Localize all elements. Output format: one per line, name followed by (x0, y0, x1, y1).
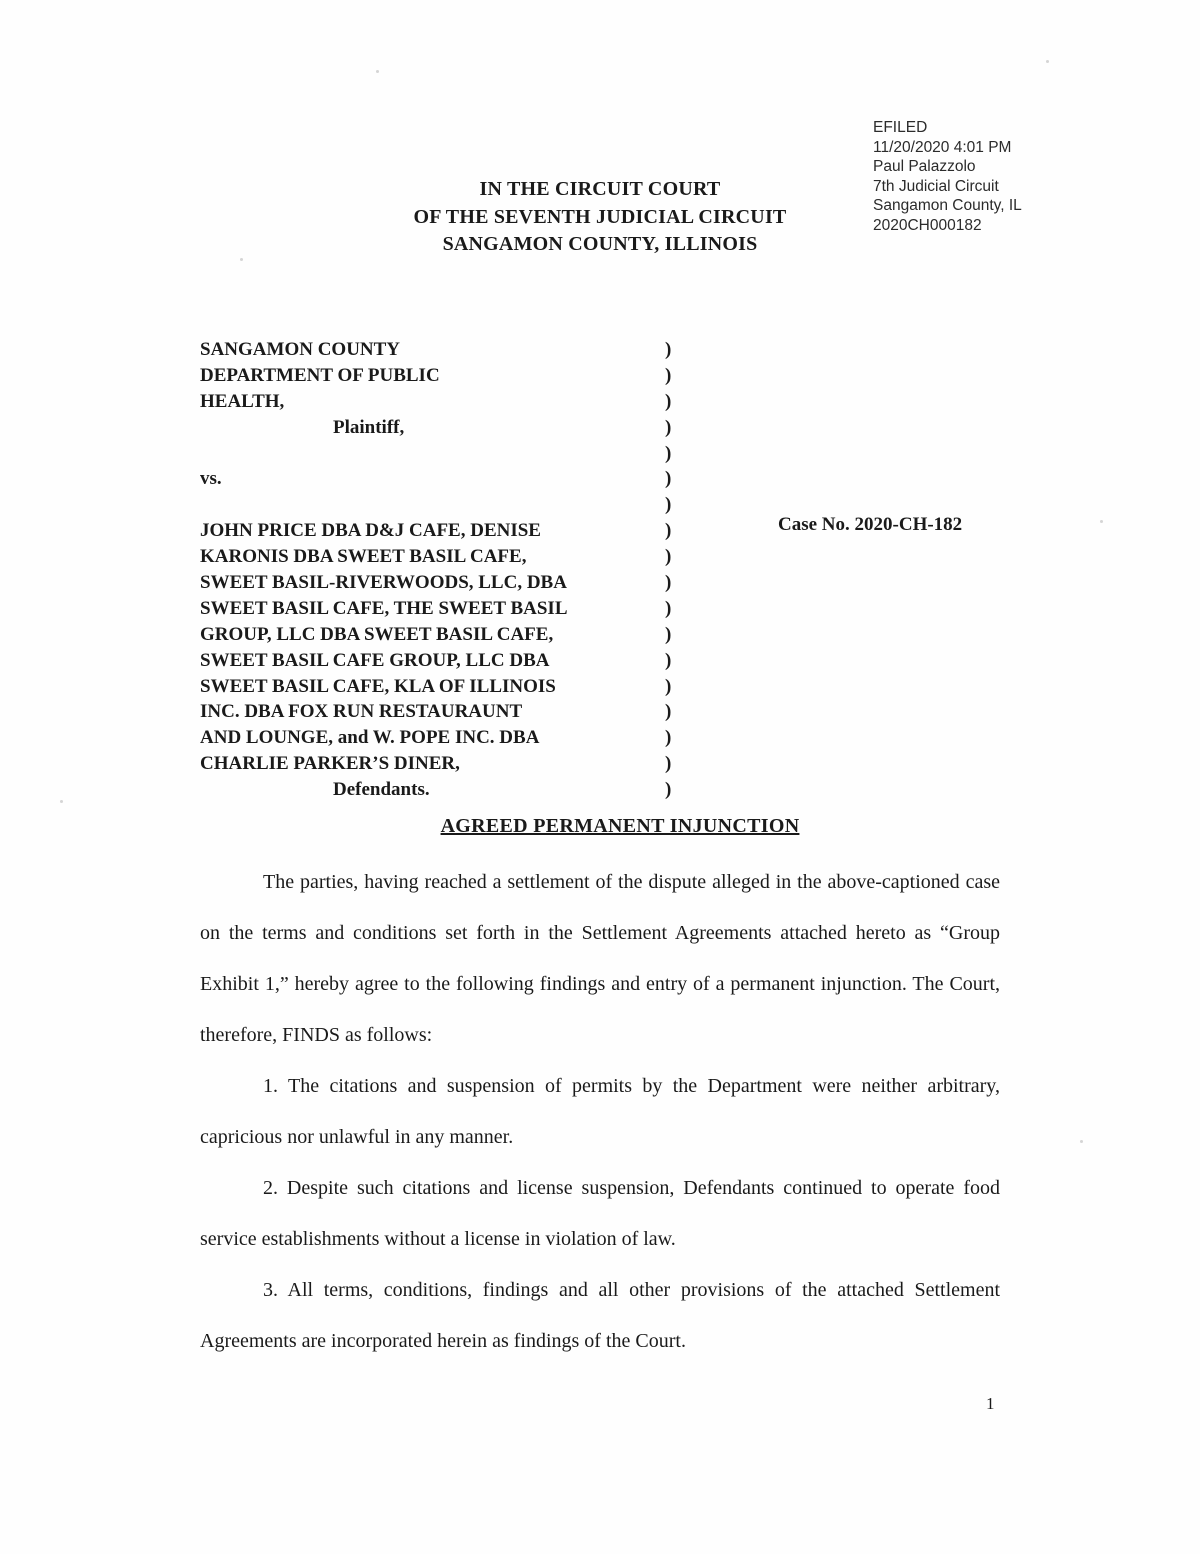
caption-row (200, 389, 720, 415)
caption-paren: ) (665, 727, 672, 749)
defendant-name-line: INC. DBA FOX RUN RESTAURAUNT (200, 701, 523, 723)
caption-row (200, 441, 720, 467)
defendant-name-line: AND LOUNGE, and W. POPE INC. DBA (200, 727, 540, 749)
paragraph-finding-1: 1. The citations and suspension of permits by the Department were neither arbitrary, capricious nor unlawful in any manner. (200, 1075, 1000, 1148)
efiled-line: EFILED (873, 119, 928, 136)
caption-row (200, 415, 720, 441)
paragraph-finding-2: 2. Despite such citations and license suspension, Defendants continued to operate food service establishments without a license in violation of law. (200, 1177, 1000, 1250)
caption-paren: ) (665, 364, 672, 386)
court-heading-line: OF THE SEVENTH JUDICIAL CIRCUIT (413, 205, 787, 228)
caption-row (200, 466, 720, 492)
plaintiff-name-line: SANGAMON COUNTY (200, 339, 401, 360)
paragraph-intro: The parties, having reached a settlement of the dispute alleged in the above-captioned case on the terms and conditions set forth in the Settlement Agreements attached hereto as “Group Exhibit 1,” hereby agree to the following findings and entry of a permanent injunction. The Court, therefore, FINDS as follows: (200, 871, 1000, 1046)
caption-paren: ) (665, 701, 672, 723)
caption-row (200, 699, 720, 725)
scan-speckle (1100, 520, 1103, 523)
document-title: AGREED PERMANENT INJUNCTION (440, 815, 800, 837)
defendant-name-line: KARONIS DBA SWEET BASIL CAFE, (200, 546, 527, 568)
caption-spacer (200, 441, 665, 467)
scan-speckle (1080, 1140, 1083, 1143)
caption-paren: ) (665, 597, 672, 619)
paragraph-finding-3: 3. All terms, conditions, findings and all other provisions of the attached Settlement Agreements are incorporated herein as findings of the Court. (200, 1279, 1000, 1352)
plaintiff-name-line: DEPARTMENT OF PUBLIC (200, 364, 440, 386)
defendant-name-line: CHARLIE PARKER’S DINER, (200, 753, 460, 775)
caption-paren: ) (665, 520, 672, 542)
caption-row (200, 518, 720, 544)
scan-speckle (1046, 60, 1049, 63)
defendant-name-line: SWEET BASIL CAFE, KLA OF ILLINOIS (200, 675, 556, 697)
caption-paren: ) (665, 442, 672, 464)
caption-paren: ) (665, 649, 672, 671)
caption-paren: ) (665, 494, 672, 516)
versus-label: vs. (200, 468, 222, 490)
defendant-name-line: GROUP, LLC DBA SWEET BASIL CAFE, (200, 623, 554, 645)
scan-speckle (240, 258, 243, 261)
efiled-line: 11/20/2020 4:01 PM (873, 138, 1012, 156)
defendant-name-line: SWEET BASIL-RIVERWOODS, LLC, DBA (200, 572, 567, 594)
case-number: Case No. 2020-CH-182 (778, 514, 963, 535)
plaintiff-label: Plaintiff, (333, 416, 405, 438)
caption-row (200, 596, 720, 622)
caption-spacer (200, 492, 665, 518)
document-title-row (0, 815, 1200, 838)
caption-row (200, 674, 720, 700)
scan-speckle (60, 800, 63, 803)
caption-paren: ) (665, 572, 672, 594)
defendant-name-line: SWEET BASIL CAFE GROUP, LLC DBA (200, 649, 550, 671)
page-number: 1 (986, 1394, 995, 1413)
caption-paren: ) (665, 753, 672, 775)
defendant-name-line: JOHN PRICE DBA D&J CAFE, DENISE (200, 520, 541, 542)
scan-speckle (376, 70, 379, 73)
court-heading-line: SANGAMON COUNTY, ILLINOIS (442, 233, 758, 255)
caption-row (200, 544, 720, 570)
caption-row (200, 622, 720, 648)
document-body (200, 857, 1000, 1367)
caption-paren: ) (665, 468, 672, 490)
caption-row (200, 570, 720, 596)
court-heading (0, 176, 1200, 259)
caption-row (200, 337, 720, 363)
caption-paren: ) (665, 675, 672, 697)
caption-row (200, 492, 720, 518)
defendants-label: Defendants. (333, 779, 430, 801)
efiled-line: 2020CH000182 (873, 216, 982, 234)
caption-paren: ) (665, 416, 672, 438)
efiled-line: Paul Palazzolo (873, 158, 976, 175)
caption-row (200, 363, 720, 389)
caption-row (200, 777, 720, 803)
caption-paren: ) (665, 546, 672, 568)
caption-paren: ) (665, 623, 672, 645)
case-caption (200, 337, 720, 803)
caption-paren: ) (665, 779, 672, 801)
caption-row (200, 725, 720, 751)
caption-row (200, 751, 720, 777)
efiled-line: 7th Judicial Circuit (873, 177, 999, 195)
defendant-name-line: SWEET BASIL CAFE, THE SWEET BASIL (200, 597, 568, 619)
court-heading-line: IN THE CIRCUIT COURT (479, 178, 721, 200)
caption-row (200, 648, 720, 674)
plaintiff-name-line: HEALTH, (200, 390, 285, 412)
efiled-line: Sangamon County, IL (873, 197, 1022, 214)
caption-paren: ) (665, 339, 672, 360)
caption-paren: ) (665, 390, 672, 412)
